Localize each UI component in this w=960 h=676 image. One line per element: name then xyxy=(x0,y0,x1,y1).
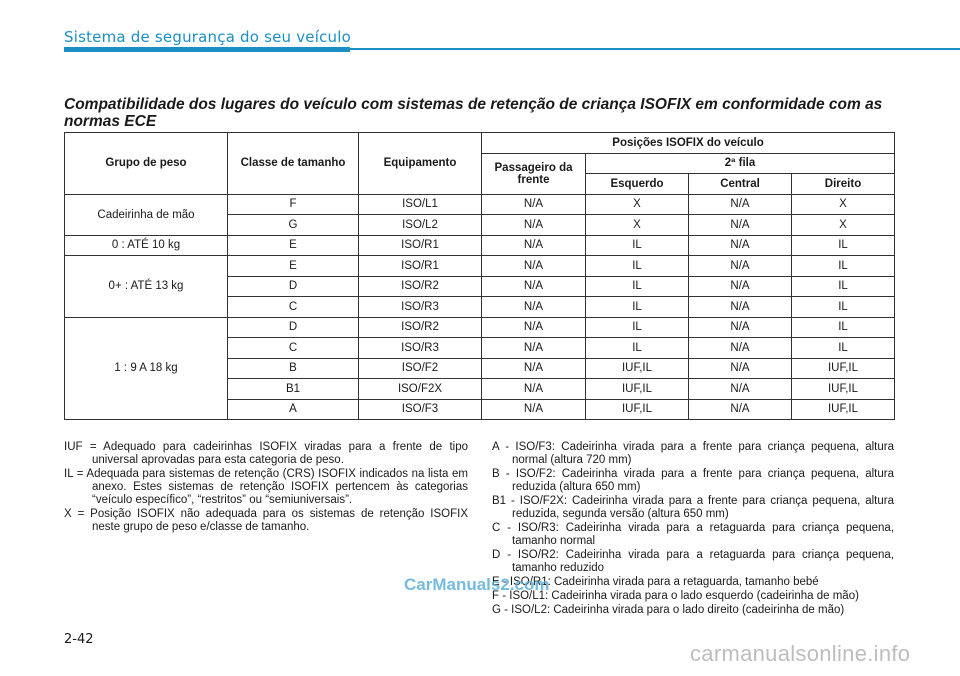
cell-size-class: G xyxy=(228,215,359,236)
cell-center: N/A xyxy=(689,297,792,318)
cell-weight-group: 1 : 9 A 18 kg xyxy=(65,317,228,420)
table-row xyxy=(65,317,895,338)
cell-front-passenger: N/A xyxy=(482,215,586,236)
cell-size-class: B xyxy=(228,358,359,379)
table-row xyxy=(65,256,895,277)
cell-left: IL xyxy=(586,276,689,297)
cell-size-class: C xyxy=(228,338,359,359)
note-class-e: E - ISO/R1: Cadeirinha virada para a retaguarda, tamanho bebé xyxy=(492,576,819,588)
cell-center: N/A xyxy=(689,256,792,277)
header-left: Esquerdo xyxy=(586,174,689,195)
note-x: X = Posição ISOFIX não adequada para os sistemas de retenção ISOFIX neste grupo de peso e/classe de tamanho. xyxy=(64,508,468,533)
cell-equipment: ISO/R1 xyxy=(359,235,482,256)
page-number: 2-42 xyxy=(64,632,94,647)
section-title: Sistema de segurança do seu veículo xyxy=(64,28,352,46)
cell-right: X xyxy=(792,215,895,236)
cell-front-passenger: N/A xyxy=(482,399,586,420)
page-heading: Compatibilidade dos lugares do veículo com sistemas de retenção de criança ISOFIX em conformidade com as normas ECE xyxy=(64,96,883,130)
cell-left: X xyxy=(586,194,689,215)
note-class-g: G - ISO/L2: Cadeirinha virada para o lado direito (cadeirinha de mão) xyxy=(492,604,845,616)
header-isofix-positions: Posições ISOFIX do veículo xyxy=(482,133,895,154)
watermark-site: carmanualsonline.info xyxy=(690,641,911,666)
cell-size-class: E xyxy=(228,256,359,277)
cell-center: N/A xyxy=(689,276,792,297)
cell-right: IUF,IL xyxy=(792,379,895,400)
cell-front-passenger: N/A xyxy=(482,194,586,215)
cell-left: IL xyxy=(586,235,689,256)
cell-equipment: ISO/R2 xyxy=(359,276,482,297)
header-equipment: Equipamento xyxy=(359,133,482,195)
header-center: Central xyxy=(689,174,792,195)
cell-center: N/A xyxy=(689,317,792,338)
cell-right: IL xyxy=(792,276,895,297)
cell-weight-group: 0+ : ATÉ 13 kg xyxy=(65,256,228,318)
header-rule-thin xyxy=(350,48,960,50)
cell-left: IUF,IL xyxy=(586,379,689,400)
header-weight-group: Grupo de peso xyxy=(65,133,228,195)
note-il: IL = Adequada para sistemas de retenção (CRS) ISOFIX indicados na lista em anexo. Estes sistemas de retenção ISOFIX pertencem às categorias “veículo específico”, “restritos” ou “semiuniversais”. xyxy=(64,468,468,506)
cell-left: IUF,IL xyxy=(586,358,689,379)
cell-left: IL xyxy=(586,338,689,359)
header-size-class: Classe de tamanho xyxy=(228,133,359,195)
cell-front-passenger: N/A xyxy=(482,317,586,338)
cell-center: N/A xyxy=(689,358,792,379)
cell-equipment: ISO/L1 xyxy=(359,194,482,215)
cell-left: IL xyxy=(586,317,689,338)
cell-right: IL xyxy=(792,338,895,359)
note-class-a: A - ISO/F3: Cadeirinha virada para a frente para criança pequena, altura normal (altura 720 mm) xyxy=(492,441,894,466)
isofix-compatibility-table xyxy=(64,132,895,420)
cell-center: N/A xyxy=(689,194,792,215)
header-second-row: 2ª fila xyxy=(586,153,895,174)
cell-weight-group: Cadeirinha de mão xyxy=(65,194,228,235)
cell-center: N/A xyxy=(689,235,792,256)
cell-front-passenger: N/A xyxy=(482,379,586,400)
cell-center: N/A xyxy=(689,338,792,359)
table-row xyxy=(65,194,895,215)
cell-center: N/A xyxy=(689,399,792,420)
cell-equipment: ISO/R3 xyxy=(359,297,482,318)
cell-size-class: A xyxy=(228,399,359,420)
note-class-b: B - ISO/F2: Cadeirinha virada para a frente para criança pequena, altura reduzida (altura 650 mm) xyxy=(492,468,894,493)
cell-center: N/A xyxy=(689,379,792,400)
cell-equipment: ISO/F3 xyxy=(359,399,482,420)
note-class-f: F - ISO/L1: Cadeirinha virada para o lado esquerdo (cadeirinha de mão) xyxy=(492,590,859,602)
cell-front-passenger: N/A xyxy=(482,338,586,359)
cell-left: IL xyxy=(586,297,689,318)
cell-right: IL xyxy=(792,317,895,338)
cell-front-passenger: N/A xyxy=(482,276,586,297)
cell-weight-group: 0 : ATÉ 10 kg xyxy=(65,235,228,256)
note-class-c: C - ISO/R3: Cadeirinha virada para a retaguarda para criança pequena, tamanho normal xyxy=(492,522,894,547)
cell-right: IUF,IL xyxy=(792,399,895,420)
header-front-passenger: Passageiro da frente xyxy=(482,153,586,194)
cell-equipment: ISO/F2X xyxy=(359,379,482,400)
cell-front-passenger: N/A xyxy=(482,235,586,256)
cell-size-class: C xyxy=(228,297,359,318)
cell-size-class: E xyxy=(228,235,359,256)
size-class-notes xyxy=(492,441,894,618)
cell-equipment: ISO/F2 xyxy=(359,358,482,379)
cell-right: IL xyxy=(792,256,895,277)
note-iuf: IUF = Adequado para cadeirinhas ISOFIX viradas para a frente de tipo universal aprovadas para esta categoria de peso. xyxy=(64,441,468,466)
header-rule-thick xyxy=(64,47,350,52)
header-right: Direito xyxy=(792,174,895,195)
cell-left: X xyxy=(586,215,689,236)
cell-left: IUF,IL xyxy=(586,399,689,420)
cell-right: IL xyxy=(792,297,895,318)
note-class-d: D - ISO/R2: Cadeirinha virada para a retaguarda para criança pequena, tamanho reduzido xyxy=(492,549,894,574)
legend-notes xyxy=(64,441,468,535)
cell-equipment: ISO/R3 xyxy=(359,338,482,359)
table-body xyxy=(65,194,895,420)
note-class-b1: B1 - ISO/F2X: Cadeirinha virada para a frente para criança pequena, altura reduzida, segunda versão (altura 650 mm) xyxy=(492,495,894,520)
cell-right: IL xyxy=(792,235,895,256)
cell-equipment: ISO/R2 xyxy=(359,317,482,338)
cell-front-passenger: N/A xyxy=(482,297,586,318)
cell-front-passenger: N/A xyxy=(482,358,586,379)
table-row xyxy=(65,235,895,256)
cell-equipment: ISO/L2 xyxy=(359,215,482,236)
cell-right: IUF,IL xyxy=(792,358,895,379)
watermark-logo: CarManuals2.com xyxy=(404,575,550,594)
cell-left: IL xyxy=(586,256,689,277)
cell-size-class: D xyxy=(228,317,359,338)
cell-center: N/A xyxy=(689,215,792,236)
cell-front-passenger: N/A xyxy=(482,256,586,277)
cell-equipment: ISO/R1 xyxy=(359,256,482,277)
cell-right: X xyxy=(792,194,895,215)
cell-size-class: F xyxy=(228,194,359,215)
cell-size-class: B1 xyxy=(228,379,359,400)
cell-size-class: D xyxy=(228,276,359,297)
